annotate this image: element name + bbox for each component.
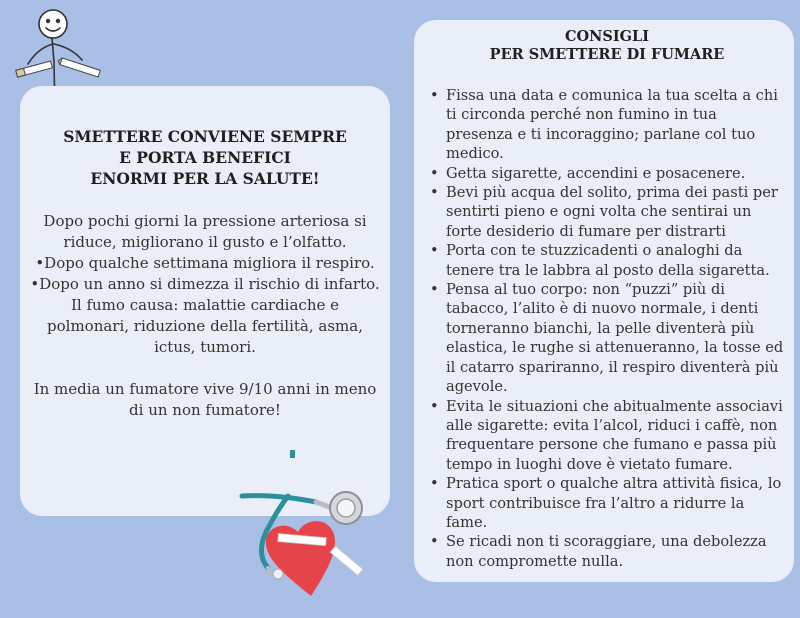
stethoscope-heart-illustration xyxy=(236,450,386,600)
benefit-days: Dopo pochi giorni la pressione arteriosa si riduce, migliorano il gusto e l’olfatto. xyxy=(43,212,367,251)
tips-list xyxy=(428,86,786,571)
tips-title-line-2: PER SMETTERE DI FUMARE xyxy=(489,46,725,63)
tips-title xyxy=(428,28,786,64)
benefits-title-line-2: E PORTA BENEFICI xyxy=(119,148,291,167)
benefits-title xyxy=(28,126,382,189)
benefit-year: •Dopo un anno si dimezza il rischio di infarto. xyxy=(30,275,380,293)
benefits-title-line-1: SMETTERE CONVIENE SEMPRE xyxy=(63,127,347,146)
tip-item: • Se ricadi non ti scoraggiare, una debolezza non compromette nulla. xyxy=(428,532,786,571)
tip-item: • Fissa una data e comunica la tua scelta a chi ti circonda perché non fumino in tua presenza e ti incoraggino; parlane col tuo medico. xyxy=(428,86,786,164)
life-expectancy-note: In media un fumatore vive 9/10 anni in meno di un non fumatore! xyxy=(33,380,377,419)
tips-title-line-1: CONSIGLI xyxy=(564,28,650,45)
tip-item: • Porta con te stuzzicadenti o analoghi da tenere tra le labbra al posto della sigaretta. xyxy=(428,241,786,280)
smoking-diseases: Il fumo causa: malattie cardiache e polmonari, riduzione della fertilità, asma, ictus, tumori. xyxy=(47,296,363,356)
tip-item: • Getta sigarette, accendini e posacenere. xyxy=(428,164,786,183)
tips-card xyxy=(414,20,794,582)
benefit-weeks: •Dopo qualche settimana migliora il respiro. xyxy=(35,254,375,272)
tip-item: • Bevi più acqua del solito, prima dei pasti per sentirti pieno e ogni volta che sentirai un forte desiderio di fumare per distrarti xyxy=(428,183,786,241)
tip-item: • Pratica sport o qualche altra attività fisica, lo sport contribuisce fra l’altro a ridurre la fame. xyxy=(428,474,786,532)
tip-item: • Evita le situazioni che abitualmente associavi alle sigarette: evita l’alcol, riduci i caffè, non frequentare persone che fumano e passa più tempo in luoghi dove è vietato fumare. xyxy=(428,397,786,475)
benefits-title-line-3: ENORMI PER LA SALUTE! xyxy=(90,169,320,188)
tip-item: • Pensa al tuo corpo: non “puzzi” più di tabacco, l’alito è di nuovo normale, i denti torneranno bianchi, la pelle diventerà più elastica, le rughe si attenueranno, la tosse ed il catarro spariranno, il respiro diventerà più agevole. xyxy=(428,280,786,396)
heart-icon xyxy=(266,521,335,596)
benefits-body xyxy=(28,211,382,421)
